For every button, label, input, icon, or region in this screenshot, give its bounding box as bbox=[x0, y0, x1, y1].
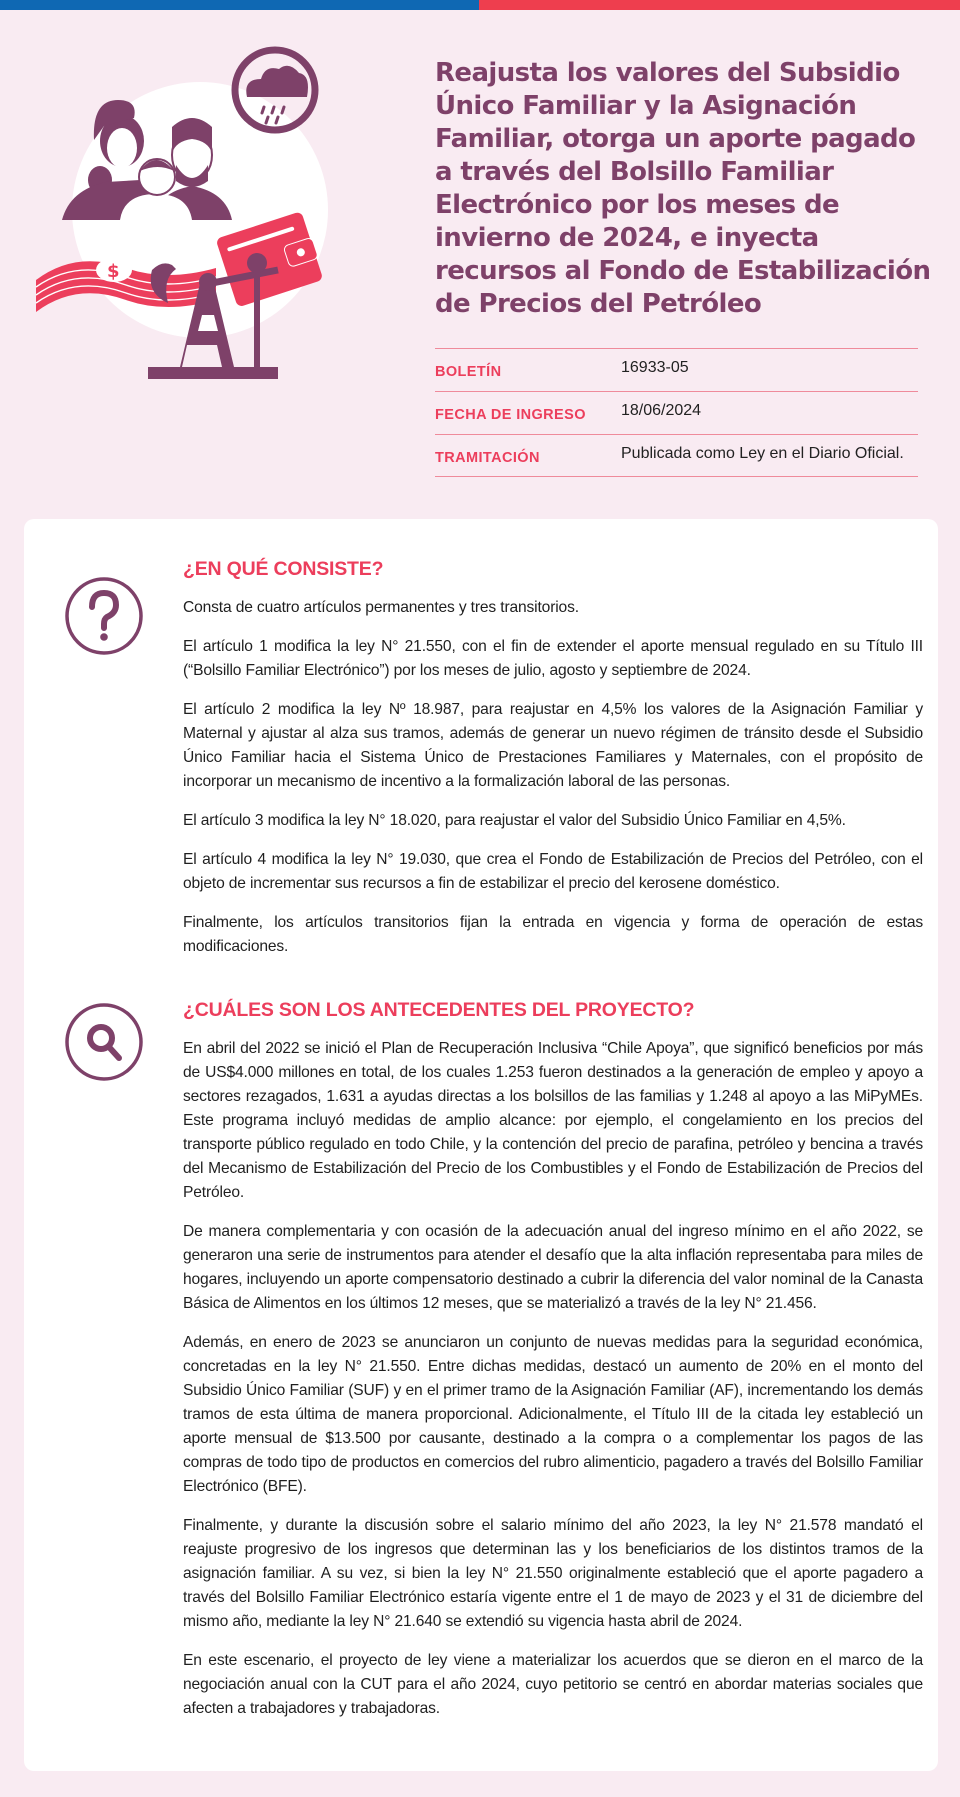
paragraph: Finalmente, y durante la discusión sobre el salario mínimo del año 2023, la ley N° 21.578 mandató el reajuste progresivo de los ingresos que determinan las y los beneficiarios de los distintos tramos de la asignación familiar. A su vez, si bien la ley N° 21.550 originalmente estableció que el aporte pagadero a través del Bolsillo Familiar Electrónico estaría vigente entre el 1 de mayo de 2023 y el 31 de diciembre del mismo año, mediante la ley N° 21.640 se extendió su vigencia hasta abril de 2024. bbox=[183, 1517, 923, 1630]
paragraph: Consta de cuatro artículos permanentes y tres transitorios. bbox=[183, 599, 579, 616]
page-title: Reajusta los valores del Subsidio Único Familiar y la Asignación Familiar, otorga un aporte pagado a través del Bolsillo Familiar Electrónico por los meses de invierno de 2024, e inyecta recursos al Fondo de Estabilización de Precios del Petróleo bbox=[435, 58, 931, 319]
top-bar-red-segment bbox=[479, 0, 960, 10]
bill-metadata-table bbox=[435, 348, 918, 477]
magnifier-icon bbox=[64, 1002, 144, 1082]
top-color-bar bbox=[0, 0, 960, 10]
meta-value-fecha-ingreso: 18/06/2024 bbox=[621, 402, 702, 419]
paragraph: El artículo 3 modifica la ley N° 18.020, para reajustar el valor del Subsidio Único Familiar en 4,5%. bbox=[183, 812, 846, 829]
meta-label: FECHA DE INGRESO bbox=[435, 407, 586, 423]
paragraph: El artículo 4 modifica la ley N° 19.030, que crea el Fondo de Estabilización de Precios del Petróleo, con el objeto de incrementar sus recursos a fin de estabilizar el precio del kerosene doméstico. bbox=[183, 851, 923, 892]
meta-row-fecha-ingreso bbox=[435, 391, 918, 434]
section-body bbox=[183, 556, 923, 974]
paragraph: El artículo 2 modifica la ley Nº 18.987, para reajustar en 4,5% los valores de la Asignación Familiar y Maternal y ajustar al alza sus tramos, además de generar un nuevo régimen de tránsito desde el Subsidio Único Familiar hacia el Sistema Único de Prestaciones Familiares y Maternales, con el propósito de incorporar un mecanismo de incentivo a la formalización laboral de las personas. bbox=[183, 701, 923, 790]
dollar-sign-icon: $ bbox=[107, 261, 120, 282]
meta-label: TRAMITACIÓN bbox=[435, 449, 540, 466]
top-bar-blue-segment bbox=[0, 0, 479, 10]
paragraph: Finalmente, los artículos transitorios fijan la entrada en vigencia y forma de operación de estas modificaciones. bbox=[183, 914, 923, 955]
paragraph: En abril del 2022 se inició el Plan de Recuperación Inclusiva “Chile Apoya”, que significó beneficios por más de US$4.000 millones en total, de los cuales 1.253 fueron destinados a la generación de empleo y apoyo a sectores rezagados, 1.631 a ayudas directas a los bolsillos de las familias y 1.248 al apoyo a las MiPyMEs. Este programa incluyó medidas de amplio alcance: por ejemplo, el congelamiento en los precios del transporte público regulado en todo Chile, y la contención del precio de parafina, petróleo y bencina a través del Mecanismo de Estabilización del Precio de los Combustibles y el Fondo de Estabilización de Precios del Petróleo. bbox=[183, 1040, 923, 1201]
paragraph: Además, en enero de 2023 se anunciaron un conjunto de nuevas medidas para la seguridad económica, concretadas en la ley N° 21.550. Entre dichas medidas, destacó un aumento de 20% en el monto del Subsidio Único Familiar (SUF) y en el primer tramo de la Asignación Familiar (AF), incrementando los demás tramos de esta última de manera proporcional. Adicionalmente, el Título III de la citada ley estableció un aporte mensual de $13.500 por causante, destinado a la compra o a complementar los pagos de las compras de todo tipo de productos en comercios del rubro alimenticio, pagadero a través del Bolsillo Familiar Electrónico (BFE). bbox=[183, 1334, 923, 1495]
question-icon bbox=[64, 576, 144, 656]
meta-row-boletin bbox=[435, 348, 918, 391]
section-body bbox=[183, 997, 923, 1736]
paragraph: De manera complementaria y con ocasión de la adecuación anual del ingreso mínimo en el año 2022, se generaron una serie de instrumentos para atender el desafío que la alta inflación representaba para miles de hogares, incluyendo un aporte compensatorio destinado a cubrir la diferencia del valor nominal de la Canasta Básica de Alimentos en los últimos 12 meses, que se materializó a través de la ley N° 21.456. bbox=[183, 1223, 923, 1312]
meta-row-tramitacion bbox=[435, 434, 918, 477]
meta-value-tramitacion: Publicada como Ley en el Diario Oficial. bbox=[621, 444, 904, 462]
paragraph: En este escenario, el proyecto de ley viene a materializar los acuerdos que se dieron en el marco de la negociación anual con la CUT para el año 2024, cuyo petitorio se centró en abordar materias sociales que afecten a trabajadores y trabajadoras. bbox=[183, 1652, 923, 1717]
meta-value-boletin: 16933-05 bbox=[621, 359, 689, 376]
meta-label: BOLETÍN bbox=[435, 364, 502, 380]
section-title: ¿EN QUÉ CONSISTE? bbox=[183, 558, 384, 580]
paragraph: El artículo 1 modifica la ley N° 21.550, con el fin de extender el aporte mensual regulado en su Título III (“Bolsillo Familiar Electrónico”) por los meses de julio, agosto y septiembre de 2024. bbox=[183, 638, 923, 679]
section-title: ¿CUÁLES SON LOS ANTECEDENTES DEL PROYECTO? bbox=[183, 999, 695, 1021]
hero-illustration bbox=[30, 45, 360, 385]
content-card bbox=[24, 519, 938, 1771]
